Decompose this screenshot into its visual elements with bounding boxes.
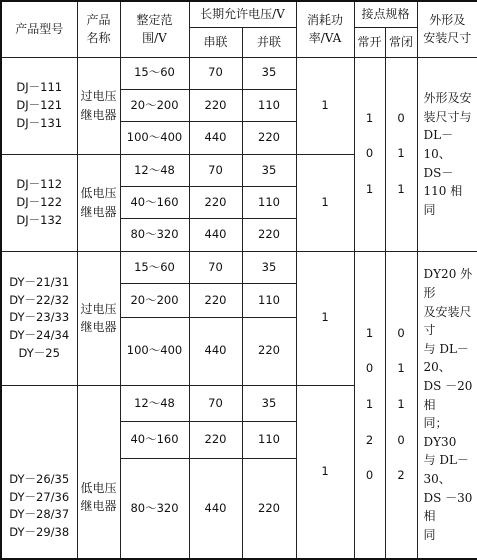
setting-range: 80～320 [120, 459, 189, 559]
setting-range: 15～60 [120, 57, 189, 89]
parallel-voltage: 220 [242, 459, 296, 559]
series-voltage: 70 [189, 385, 242, 422]
series-voltage: 220 [189, 422, 242, 459]
setting-range: 20～200 [120, 89, 189, 121]
header-normally-closed: 常闭 [385, 28, 417, 57]
parallel-voltage: 35 [242, 154, 296, 186]
dimensions-note: 外形及安 装尺寸与 DL－10、 DS－110 相 同 [417, 57, 477, 251]
parallel-voltage: 110 [242, 89, 296, 121]
header-series: 串联 [189, 28, 242, 57]
parallel-voltage: 35 [242, 385, 296, 422]
header-contact-spec: 接点规格 [354, 1, 417, 28]
parallel-voltage: 220 [242, 122, 296, 154]
series-voltage: 70 [189, 154, 242, 186]
series-voltage: 440 [189, 317, 242, 385]
parallel-voltage: 220 [242, 317, 296, 385]
series-voltage: 70 [189, 57, 242, 89]
power-consumption: 1 [296, 154, 354, 251]
setting-range: 20～200 [120, 284, 189, 317]
series-voltage: 440 [189, 459, 242, 559]
header-setting-range: 整定范 围/V [120, 1, 189, 57]
power-consumption: 1 [296, 385, 354, 559]
series-voltage: 440 [189, 122, 242, 154]
series-voltage: 70 [189, 251, 242, 283]
header-product-name: 产品 名称 [77, 1, 120, 57]
normally-closed-contacts: 0 1 1 [385, 57, 417, 251]
dimensions-note: DY20 外形 及安装尺寸 与 DL－20、 DS －20 相 同； DY30 与 DL－30、 DS －30 相 同 [417, 251, 477, 559]
parallel-voltage: 110 [242, 187, 296, 219]
setting-range: 100～400 [120, 317, 189, 385]
normally-closed-contacts: 0 1 1 0 2 [385, 251, 417, 559]
setting-range: 15～60 [120, 251, 189, 283]
power-consumption: 1 [296, 251, 354, 385]
parallel-voltage: 35 [242, 251, 296, 283]
parallel-voltage: 220 [242, 219, 296, 251]
header-parallel: 并联 [242, 28, 296, 57]
header-long-term-voltage: 长期允许电压/V [189, 1, 296, 28]
series-voltage: 220 [189, 187, 242, 219]
product-name: 低电压 继电器 [77, 385, 120, 559]
product-name: 过电压 继电器 [77, 251, 120, 385]
model-list: DJ－111 DJ－121 DJ－131 [1, 57, 77, 154]
parallel-voltage: 110 [242, 422, 296, 459]
setting-range: 12～48 [120, 154, 189, 186]
setting-range: 40～160 [120, 187, 189, 219]
header-normally-open: 常开 [354, 28, 385, 57]
series-voltage: 220 [189, 89, 242, 121]
model-list: DY－21/31 DY－22/32 DY－23/33 DY－24/34 DY－25 [1, 251, 77, 385]
header-dimensions: 外形及 安装尺寸 [417, 1, 477, 57]
normally-open-contacts: 1 0 1 2 0 [354, 251, 385, 559]
header-model: 产品型号 [1, 1, 77, 57]
setting-range: 80～320 [120, 219, 189, 251]
power-consumption: 1 [296, 57, 354, 154]
series-voltage: 220 [189, 284, 242, 317]
parallel-voltage: 35 [242, 57, 296, 89]
model-list: DY－26/35 DY－27/36 DY－28/37 DY－29/38 [1, 385, 77, 559]
setting-range: 12～48 [120, 385, 189, 422]
parallel-voltage: 110 [242, 284, 296, 317]
header-power-consumption: 消耗功 率/VA [296, 1, 354, 57]
setting-range: 40～160 [120, 422, 189, 459]
normally-open-contacts: 1 0 1 [354, 57, 385, 251]
model-list: DJ－112 DJ－122 DJ－132 [1, 154, 77, 251]
product-name: 低电压 继电器 [77, 154, 120, 251]
product-name: 过电压 继电器 [77, 57, 120, 154]
series-voltage: 440 [189, 219, 242, 251]
setting-range: 100～400 [120, 122, 189, 154]
